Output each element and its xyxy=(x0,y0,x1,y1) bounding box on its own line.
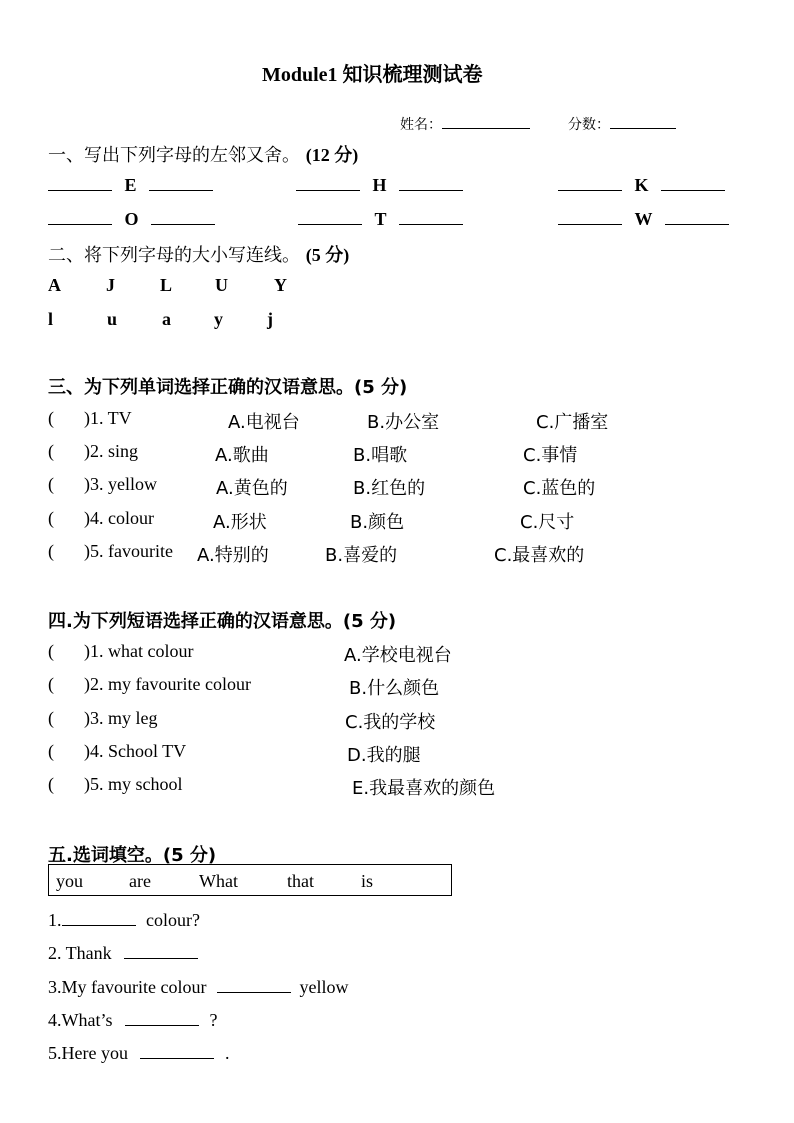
name-blank[interactable] xyxy=(442,112,530,129)
question-row: ( )2. sing xyxy=(48,441,138,461)
option-b[interactable]: B.颜色 xyxy=(350,512,405,533)
score-label: 分数： xyxy=(568,117,610,133)
fill-item-prefix: 4.What’s xyxy=(48,1010,117,1030)
letter-row-W xyxy=(558,208,729,230)
phrase-text: )4. School TV xyxy=(84,741,187,761)
option-a[interactable]: A.电视台 xyxy=(228,412,300,433)
score-field xyxy=(568,112,676,134)
letter-blank[interactable] xyxy=(151,208,215,225)
word-bank xyxy=(48,864,452,896)
phrase-option[interactable]: D.我的腿 xyxy=(347,745,421,766)
fill-item xyxy=(48,942,198,964)
letter-row-K xyxy=(558,174,725,196)
section-1-points: (12 分) xyxy=(305,145,359,165)
fill-blank[interactable] xyxy=(62,909,136,926)
phrase-row: ( )2. my favourite colour xyxy=(48,674,251,694)
option-a[interactable]: A.形状 xyxy=(213,512,267,533)
fill-item-prefix: 1. xyxy=(48,910,62,930)
fill-item xyxy=(48,909,200,931)
option-b[interactable]: B.唱歌 xyxy=(353,445,408,466)
phrase-row: ( )1. what colour xyxy=(48,641,194,661)
letter-blank[interactable] xyxy=(48,208,112,225)
section-5-heading: 五.选词填空。(5 分) xyxy=(48,845,217,866)
question-text: )1. TV xyxy=(84,408,132,428)
option-b[interactable]: B.喜爱的 xyxy=(325,545,398,566)
lowercase-letter[interactable]: a xyxy=(162,309,171,329)
word-bank-item[interactable]: What xyxy=(199,871,238,891)
uppercase-letter[interactable]: J xyxy=(106,275,115,295)
letter-blank[interactable] xyxy=(665,208,729,225)
phrase-row: ( )4. School TV xyxy=(48,741,187,761)
letter-blank[interactable] xyxy=(558,174,622,191)
word-bank-item[interactable]: that xyxy=(287,871,314,891)
phrase-row: ( )3. my leg xyxy=(48,708,158,728)
letter: W xyxy=(634,209,653,229)
letter: K xyxy=(634,175,649,195)
letter-row-H xyxy=(296,174,463,196)
phrase-option[interactable]: C.我的学校 xyxy=(345,712,436,733)
phrase-text: )5. my school xyxy=(84,774,183,794)
letter-row-O xyxy=(48,208,215,230)
phrase-option[interactable]: A.学校电视台 xyxy=(344,645,452,666)
letter: H xyxy=(372,175,387,195)
word-bank-item[interactable]: are xyxy=(129,871,151,891)
option-c[interactable]: C.广播室 xyxy=(536,412,609,433)
uppercase-letter[interactable]: L xyxy=(160,275,173,295)
letter-blank[interactable] xyxy=(399,174,463,191)
phrase-text: )2. my favourite colour xyxy=(84,674,251,694)
section-2-heading xyxy=(48,241,349,267)
fill-item xyxy=(48,1042,229,1064)
word-bank-item[interactable]: is xyxy=(361,871,374,891)
letter-blank[interactable] xyxy=(298,208,362,225)
fill-item xyxy=(48,1009,218,1031)
letter-blank[interactable] xyxy=(149,174,213,191)
letter: E xyxy=(124,175,137,195)
fill-item-prefix: 3.My favourite colour xyxy=(48,977,211,997)
page-title: Module1 知识梳理测试卷 xyxy=(262,64,483,86)
option-c[interactable]: C.最喜欢的 xyxy=(494,545,585,566)
word-bank-item[interactable]: you xyxy=(56,871,83,891)
uppercase-letter[interactable]: Y xyxy=(274,275,287,295)
phrase-option[interactable]: E.我最喜欢的颜色 xyxy=(352,778,496,799)
letter-blank[interactable] xyxy=(399,208,463,225)
letter: O xyxy=(124,209,139,229)
fill-item-prefix: 2. Thank xyxy=(48,943,117,963)
option-a[interactable]: A.歌曲 xyxy=(215,445,269,466)
fill-item-suffix: ? xyxy=(205,1010,218,1030)
phrase-row: ( )5. my school xyxy=(48,774,183,794)
question-text: )4. colour xyxy=(84,508,154,528)
letter-row-T xyxy=(298,208,463,230)
phrase-option[interactable]: B.什么颜色 xyxy=(349,678,440,699)
option-b[interactable]: B.红色的 xyxy=(353,478,426,499)
letter-row-E xyxy=(48,174,213,196)
uppercase-letter[interactable]: A xyxy=(48,275,61,295)
letter-blank[interactable] xyxy=(558,208,622,225)
phrase-text: )3. my leg xyxy=(84,708,158,728)
lowercase-letter[interactable]: j xyxy=(267,309,273,329)
section-1-title: 一、写出下列字母的左邻又舍。 xyxy=(48,145,300,166)
fill-item-prefix: 5.Here you xyxy=(48,1043,133,1063)
fill-item-suffix: . xyxy=(220,1043,230,1063)
question-text: )2. sing xyxy=(84,441,138,461)
question-row: ( )4. colour xyxy=(48,508,154,528)
fill-blank[interactable] xyxy=(140,1042,214,1059)
fill-item-suffix: yellow xyxy=(294,977,349,997)
option-c[interactable]: C.蓝色的 xyxy=(523,478,596,499)
lowercase-letter[interactable]: y xyxy=(214,309,223,329)
score-blank[interactable] xyxy=(610,112,676,129)
letter-blank[interactable] xyxy=(48,174,112,191)
letter-blank[interactable] xyxy=(661,174,725,191)
phrase-text: )1. what colour xyxy=(84,641,194,661)
option-c[interactable]: C.事情 xyxy=(523,445,578,466)
section-3-heading: 三、为下列单词选择正确的汉语意思。(5 分) xyxy=(48,377,408,398)
option-c[interactable]: C.尺寸 xyxy=(520,512,575,533)
question-text: )3. yellow xyxy=(84,474,157,494)
fill-blank[interactable] xyxy=(217,976,291,993)
option-b[interactable]: B.办公室 xyxy=(367,412,440,433)
lowercase-letter[interactable]: l xyxy=(48,309,54,329)
fill-blank[interactable] xyxy=(124,942,198,959)
question-row: ( )3. yellow xyxy=(48,474,157,494)
option-a[interactable]: A.黄色的 xyxy=(216,478,288,499)
section-1-heading xyxy=(48,141,358,167)
fill-item xyxy=(48,976,348,998)
uppercase-letter[interactable]: U xyxy=(215,275,228,295)
question-row: ( )1. TV xyxy=(48,408,132,428)
question-row: ( )5. favourite xyxy=(48,541,173,561)
fill-item-suffix: colour? xyxy=(141,910,200,930)
section-4-heading: 四.为下列短语选择正确的汉语意思。(5 分) xyxy=(48,611,397,632)
letter: T xyxy=(374,209,387,229)
letter-blank[interactable] xyxy=(296,174,360,191)
question-text: )5. favourite xyxy=(84,541,173,561)
fill-blank[interactable] xyxy=(125,1009,199,1026)
option-a[interactable]: A.特别的 xyxy=(197,545,269,566)
name-label: 姓名： xyxy=(400,117,442,133)
section-2-points: (5 分) xyxy=(305,245,350,265)
section-2-title: 二、将下列字母的大小写连线。 xyxy=(48,245,300,266)
lowercase-letter[interactable]: u xyxy=(107,309,118,329)
name-field xyxy=(400,112,530,134)
